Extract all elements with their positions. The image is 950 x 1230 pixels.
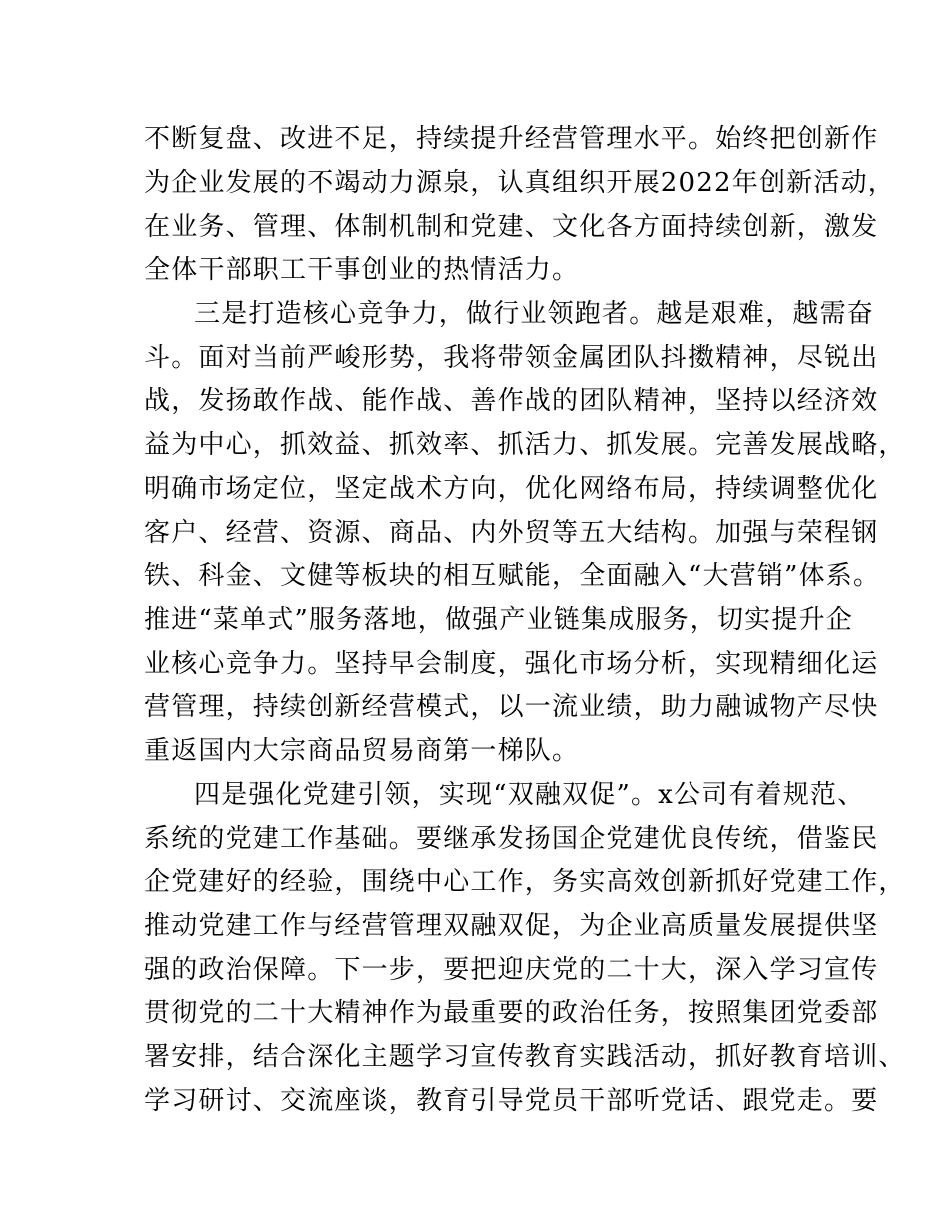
text-line: 推动党建工作与经营管理双融双促，为企业高质量发展提供坚 — [144, 911, 879, 941]
text-line: 全体干部职工干事创业的热情活力。 — [144, 255, 580, 285]
text-line: 不断复盘、改进不足，持续提升经营管理水平。始终把创新作 — [144, 124, 879, 154]
text-line: 署安排，结合深化主题学习宣传教育实践活动，抓好教育培训、 — [144, 1042, 906, 1072]
text-line: 推进“菜单式”服务落地，做强产业链集成服务，切实提升企 — [144, 605, 853, 635]
paragraph-start-line: 三是打造核心竞争力，做行业领跑者。越是艰难，越需奋 — [194, 299, 875, 329]
text-line: 益为中心，抓效益、抓效率、抓活力、抓发展。完善发展战略， — [144, 430, 906, 460]
text-line: 强的政治保障。下一步，要把迎庆党的二十大，深入学习宣传 — [144, 955, 879, 985]
text-line: 铁、科金、文健等板块的相互赋能，全面融入“大营销”体系。 — [144, 561, 881, 591]
text-line: 业核心竞争力。坚持早会制度，强化市场分析，实现精细化运 — [144, 649, 879, 679]
text-line: 学习研讨、交流座谈，教育引导党员干部听党话、跟党走。要 — [144, 1086, 879, 1116]
text-line: 系统的党建工作基础。要继承发扬国企党建优良传统，借鉴民 — [144, 824, 879, 854]
text-line: 贯彻党的二十大精神作为最重要的政治任务，按照集团党委部 — [144, 998, 879, 1028]
text-line: 战，发扬敢作战、能作战、善作战的团队精神，坚持以经济效 — [144, 386, 879, 416]
text-line: 为企业发展的不竭动力源泉，认真组织开展2022年创新活动， — [144, 168, 895, 198]
text-line: 营管理，持续创新经营模式，以一流业绩，助力融诚物产尽快 — [144, 692, 879, 722]
text-line: 企党建好的经验，围绕中心工作，务实高效创新抓好党建工作， — [144, 867, 906, 897]
text-line: 明确市场定位，坚定战术方向，优化网络布局，持续调整优化 — [144, 474, 879, 504]
text-line: 斗。面对当前严峻形势，我将带领金属团队抖擞精神，尽锐出 — [144, 343, 879, 373]
text-line: 重返国内大宗商品贸易商第一梯队。 — [144, 736, 580, 766]
text-line: 客户、经营、资源、商品、内外贸等五大结构。加强与荣程钢 — [144, 518, 879, 548]
text-line: 在业务、管理、体制机制和党建、文化各方面持续创新，激发 — [144, 212, 879, 242]
paragraph-start-line: 四是强化党建引领，实现“双融双促”。x公司有着规范、 — [194, 780, 865, 810]
